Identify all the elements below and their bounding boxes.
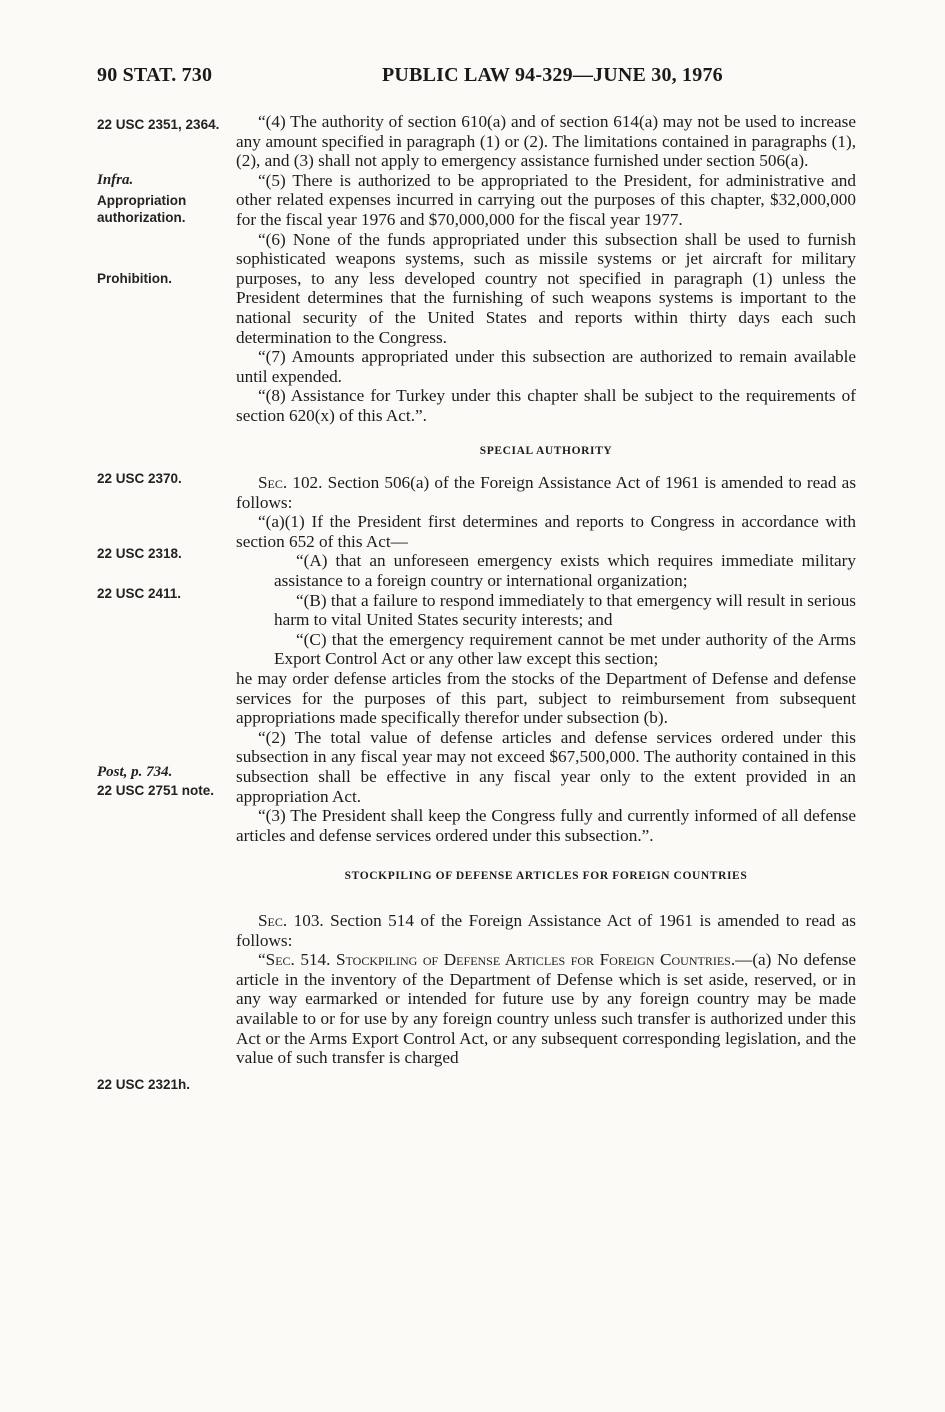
paragraph-7: “(7) Amounts appropriated under this subsection are authorized to remain available until expended. xyxy=(236,347,856,386)
page-title: PUBLIC LAW 94-329—JUNE 30, 1976 xyxy=(382,64,723,86)
margin-note-usc-2370: 22 USC 2370. xyxy=(97,471,182,486)
subsection-a1: “(a)(1) If the President first determines and reports to Congress in accordance with section 652 of this Act— xyxy=(236,512,856,551)
section-514-text: —(a) No defense article in the inventory of the Department of Defense which is set aside, reserved, or in any way earmarked or intended for future use by any foreign country may be made available to or for use by any foreign country unless such transfer is authorized under this Act or the Arms Export Control Act, or any subsequent corresponding legislation, and the value of such transfer is charged xyxy=(236,950,856,1068)
section-103-label: Sec. 103. xyxy=(258,910,324,930)
clause-B: “(B) that a failure to respond immediately to that emergency will result in serious harm to vital United States security interests; and xyxy=(274,590,856,630)
margin-note-usc-2318: 22 USC 2318. xyxy=(97,546,182,561)
section-514-heading: “Sec. 514. Stockpiling of Defense Articles for Foreign Countries. xyxy=(258,950,736,970)
section-102 xyxy=(236,473,856,512)
paragraph-8: “(8) Assistance for Turkey under this chapter shall be subject to the requirements of section 620(x) of this Act.”. xyxy=(236,386,856,425)
margin-note-infra: Infra. xyxy=(97,172,134,188)
page-header xyxy=(97,64,862,90)
margin-note-usc-2411: 22 USC 2411. xyxy=(97,586,182,601)
body-text xyxy=(236,112,856,1068)
section-103 xyxy=(236,911,856,950)
section-514 xyxy=(236,950,856,1068)
clause-C: “(C) that the emergency requirement cannot be met under authority of the Arms Export Control Act or any other law except this section; xyxy=(274,629,856,669)
stat-page-number: 90 STAT. 730 xyxy=(97,64,213,86)
margin-note-usc-2351: 22 USC 2351, 2364. xyxy=(97,117,220,132)
margin-note-post: Post, p. 734. xyxy=(97,764,173,780)
margin-note-prohibition: Prohibition. xyxy=(97,271,172,286)
paragraph-6: “(6) None of the funds appropriated under this subsection shall be used to furnish sophisticated weapons systems, such as missile systems or jet aircraft for military purposes, to any less developed country not specified in paragraph (1) unless the President determines that the furnishing of such weapons systems is important to the national security of the United States and reports within thirty days each such determination to the Congress. xyxy=(236,229,856,347)
margin-note-usc-2321h: 22 USC 2321h. xyxy=(97,1077,191,1092)
section-103-text: Section 514 of the Foreign Assistance Act of 1961 is amended to read as follows: xyxy=(236,910,856,950)
paragraph-5: “(5) There is authorized to be appropriated to the President, for administrative and other related expenses incurred in carrying out the purposes of this chapter, $32,000,000 for the fiscal year 1976 and $70,000,000 for the fiscal year 1977. xyxy=(236,170,856,229)
section-102-text: Section 506(a) of the Foreign Assistance Act of 1961 is amended to read as follows: xyxy=(236,473,857,512)
clause-A: “(A) that an unforeseen emergency exists which requires immediate military assistance to a foreign country or international organization; xyxy=(274,551,856,591)
margin-note-appropriation: Appropriation authorization. xyxy=(97,193,187,225)
paragraph-3: “(3) The President shall keep the Congress fully and currently informed of all defense articles and defense services ordered under this subsection.”. xyxy=(236,806,856,845)
heading-special-authority: SPECIAL AUTHORITY xyxy=(479,444,613,457)
heading-stockpiling: STOCKPILING OF DEFENSE ARTICLES FOR FOREIGN COUNTRIES xyxy=(344,870,748,883)
margin-note-usc-2751: 22 USC 2751 note. xyxy=(97,783,215,798)
section-102-label: Sec. 102. xyxy=(258,473,323,493)
order-paragraph: he may order defense articles from the stocks of the Department of Defense and defense services for the purposes of this part, subject to reimbursement from subsequent appropriations made specifically therefor under subsection (b). xyxy=(236,669,856,728)
paragraph-2: “(2) The total value of defense articles and defense services ordered under this subsection in any fiscal year may not exceed $67,500,000. The authority contained in this subsection shall be effective in any fiscal year only to the extent provided in an appropriation Act. xyxy=(236,727,856,806)
paragraph-4: “(4) The authority of section 610(a) and of section 614(a) may not be used to increase any amount specified in paragraph (1) or (2). The limitations contained in paragraphs (1), (2), and (3) shall not apply to emergency assistance furnished under section 506(a). xyxy=(236,112,856,171)
